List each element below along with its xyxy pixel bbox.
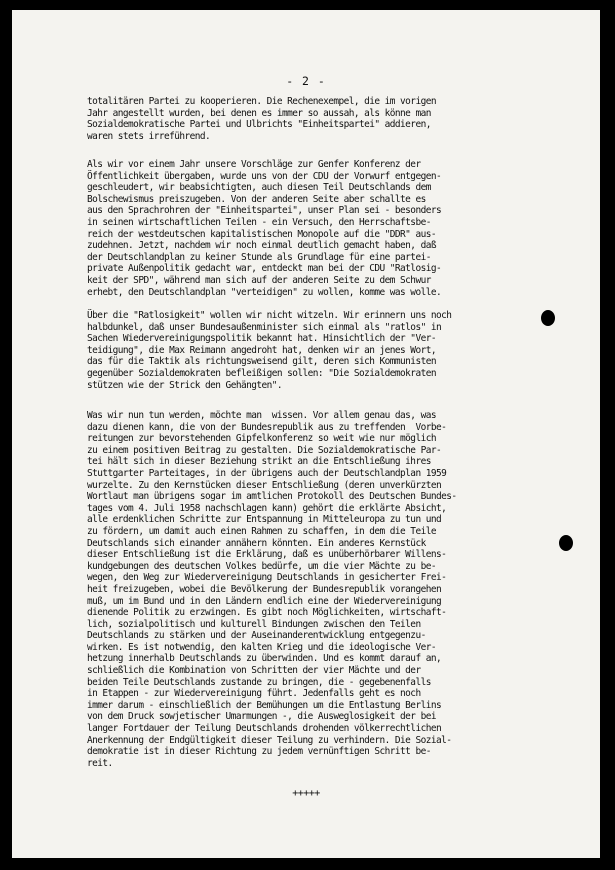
document-page <box>12 10 600 858</box>
paragraph-3: Über die "Ratlosigkeit" wollen wir nicht witzeln. Wir erinnern uns noch halbdunkel, daß unser Bundesaußenminister sich einmal als "ratlos" in Sachen Wiedervereinigungspolitik bekannt hat. Hinsichtlich der "Ver- teidigung", die Max Reimann angedroht hat, denken wir an jenes Wort, das für die Taktik als richtungsweisend gilt, deren sich Kommunisten gegenüber Sozialdemokraten befleißigen sollen: "Die Sozialdemokraten stützen wie der Strick den Gehängten". <box>87 310 452 391</box>
paragraph-1: totalitären Partei zu kooperieren. Die Rechenexempel, die im vorigen Jahr angestellt wurden, bei denen es immer so aussah, als könne man Sozialdemokratische Partei und Ulbrichts "Einheitspartei" addieren, waren stets irreführend. <box>87 96 436 142</box>
punch-hole-top <box>541 310 555 326</box>
punch-hole-bottom <box>559 535 573 551</box>
paragraph-2: Als wir vor einem Jahr unsere Vorschläge zur Genfer Konferenz der Öffentlichkeit übergaben, wurde uns von der CDU der Vorwurf entgegen- geschleudert, wir beabsichtigten, auch diesen Teil Deutschlands dem Bolschewismus preiszugeben. Von der anderen Seite aber schallte es aus den Sprachrohren der "Einheitspartei", unser Plan sei - besonders in seinen wirtschaftlichen Teilen - ein Versuch, den Herrschaftsbe- reich der westdeutschen kapitalistischen Monopole auf die "DDR" aus- zudehnen. Jetzt, nachdem wir noch einmal deutlich gemacht haben, daß der Deutschlandplan zu keiner Stunde als Grundlage für eine partei- private Außenpolitik gedacht war, entdeckt man bei der CDU "Ratlosig- keit der SPD", während man sich auf der anderen Seite zu dem Schwur erhebt, den Deutschlandplan "verteidigen" zu wollen, komme was wolle. <box>87 159 442 298</box>
page-number: - 2 - <box>286 74 326 88</box>
paragraph-4: Was wir nun tun werden, möchte man wissen. Vor allem genau das, was dazu dienen kann, die von der Bundesrepublik aus zu treffenden Vorbe- reitungen zur bevorstehenden Gipfelkonferenz so weit wie nur möglich zu einem positiven Beitrag zu gestalten. Die Sozialdemokratische Par- tei hält sich in dieser Beziehung strikt an die Entschließung ihres Stuttgarter Parteitages, in der übrigens auch der Deutschlandplan 1959 wurzelte. Zu den Kernstücken dieser Entschließung (deren unverkürzten Wortlaut man übrigens sogar im amtlichen Protokoll des Deutschen Bundes- tages vom 4. Juli 1958 nachschlagen kann) gehört die erklärte Absicht, alle erdenklichen Schritte zur Entspannung in Mitteleuropa zu tun und zu fördern, um damit auch einen Rahmen zu schaffen, in dem die Teile Deutschlands sich einander annähern könnten. Ein anderes Kernstück dieser Entschließung ist die Erklärung, daß es unüberhörbarer Willens- kundgebungen des deutschen Volkes bedürfe, um die vier Mächte zu be- wegen, den Weg zur Wiedervereinigung Deutschlands in gesicherter Frei- heit freizugeben, wobei die Bevölkerung der Bundesrepublik vorangehen muß, um im Bund und in den Ländern endlich eine der Wiedervereinigung dienende Politik zu erzwingen. Es gibt noch Möglichkeiten, wirtschaft- lich, sozialpolitisch und kulturell Bindungen zwischen den Teilen Deutschlands zu stärken und der Auseinanderentwicklung entgegenzu- wirken. Es ist notwendig, den kalten Krieg und die ideologische Ver- hetzung innerhalb Deutschlands zu überwinden. Und es kommt darauf an, schließlich die Kombination von Schritten der vier Mächte und der beiden Teile Deutschlands zustande zu bringen, die - gegebenenfalls in Etappen - zur Wiedervereinigung führt. Jedenfalls geht es noch immer darum - einschließlich der Bemühungen um die Entlastung Berlins von dem Druck sowjetischer Umarmungen -, die Ausweglosigkeit der bei langer Fortdauer der Teilung Deutschlands drohenden völkerrechtlichen Anerkennung der Endgültigkeit dieser Teilung zu verhindern. Die Sozial- demokratie ist in dieser Richtung zu jedem vernünftigen Schritt be- reit. <box>87 410 457 769</box>
end-mark: +++++ <box>292 788 320 799</box>
